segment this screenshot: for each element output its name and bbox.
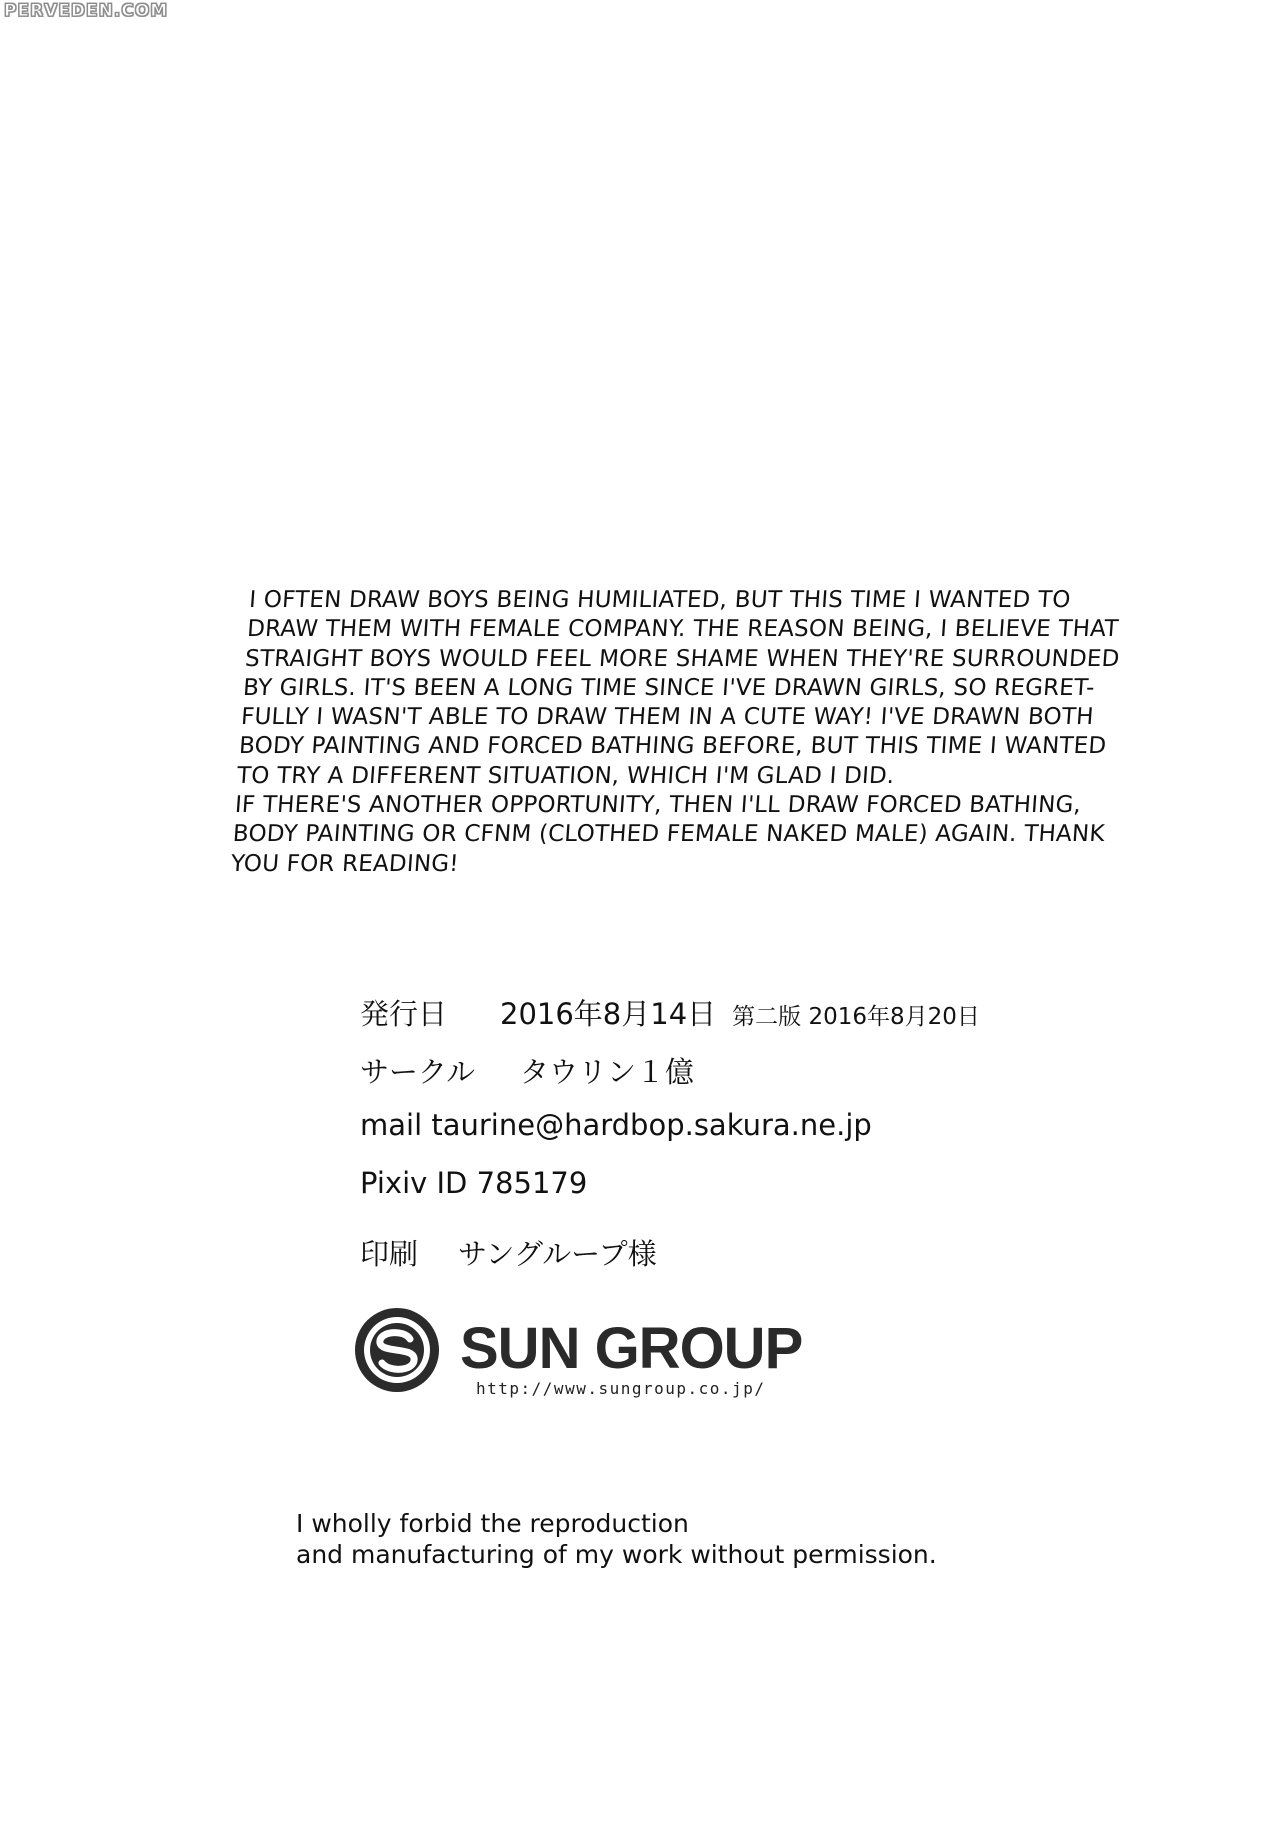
notes-line: IF THERE'S ANOTHER OPPORTUNITY, THEN I'LL DRAW FORCED BATHING, xyxy=(234,792,1082,819)
author-notes xyxy=(230,586,1200,879)
mail-address: mail taurine@hardbop.sakura.ne.jp xyxy=(360,1108,872,1142)
circle-label: サークル xyxy=(360,1055,476,1089)
copyright-notice xyxy=(296,1508,937,1570)
notes-line: STRAIGHT BOYS WOULD FEEL MORE SHAME WHEN THEY'RE SURROUNDED xyxy=(244,645,1121,672)
circle-name: タウリン１億 xyxy=(520,1055,695,1089)
notice-line: and manufacturing of my work without permission. xyxy=(296,1540,937,1569)
notes-line: YOU FOR READING! xyxy=(229,850,460,877)
sun-group-url: http://www.sungroup.co.jp/ xyxy=(476,1379,766,1398)
sun-group-logo-icon xyxy=(352,1305,442,1395)
notes-line: BY GIRLS. IT'S BEEN A LONG TIME SINCE I'VE DRAWN GIRLS, SO REGRET- xyxy=(242,674,1096,701)
publication-date-row xyxy=(360,992,980,1033)
notes-line: BODY PAINTING OR CFNM (CLOTHED FEMALE NAKED MALE) AGAIN. THANK xyxy=(231,821,1106,848)
publication-date-value: 2016年8月14日 xyxy=(500,997,717,1031)
sun-group-logo xyxy=(352,1305,832,1405)
printer-label: 印刷 xyxy=(360,1237,419,1271)
notes-line: DRAW THEM WITH FEMALE COMPANY. THE REASON BEING, I BELIEVE THAT xyxy=(246,616,1120,643)
printer-row xyxy=(360,1232,657,1273)
pixiv-id: Pixiv ID 785179 xyxy=(360,1166,588,1200)
circle-row xyxy=(360,1050,694,1091)
sun-group-logo-name: SUN GROUP xyxy=(460,1316,803,1381)
notes-line: TO TRY A DIFFERENT SITUATION, WHICH I'M GLAD I DID. xyxy=(236,762,896,789)
printer-name: サングループ様 xyxy=(458,1237,657,1271)
notes-line: I OFTEN DRAW BOYS BEING HUMILIATED, BUT THIS TIME I WANTED TO xyxy=(248,587,1072,613)
publication-date-label: 発行日 xyxy=(360,997,448,1031)
watermark-text: PERVEDEN.COM xyxy=(4,1,169,21)
notice-line: I wholly forbid the reproduction xyxy=(296,1509,689,1538)
second-edition-date: 第二版 2016年8月20日 xyxy=(732,1004,980,1030)
notes-line: FULLY I WASN'T ABLE TO DRAW THEM IN A CUTE WAY! I'VE DRAWN BOTH xyxy=(240,704,1095,731)
notes-line: BODY PAINTING AND FORCED BATHING BEFORE, BUT THIS TIME I WANTED xyxy=(238,733,1108,760)
